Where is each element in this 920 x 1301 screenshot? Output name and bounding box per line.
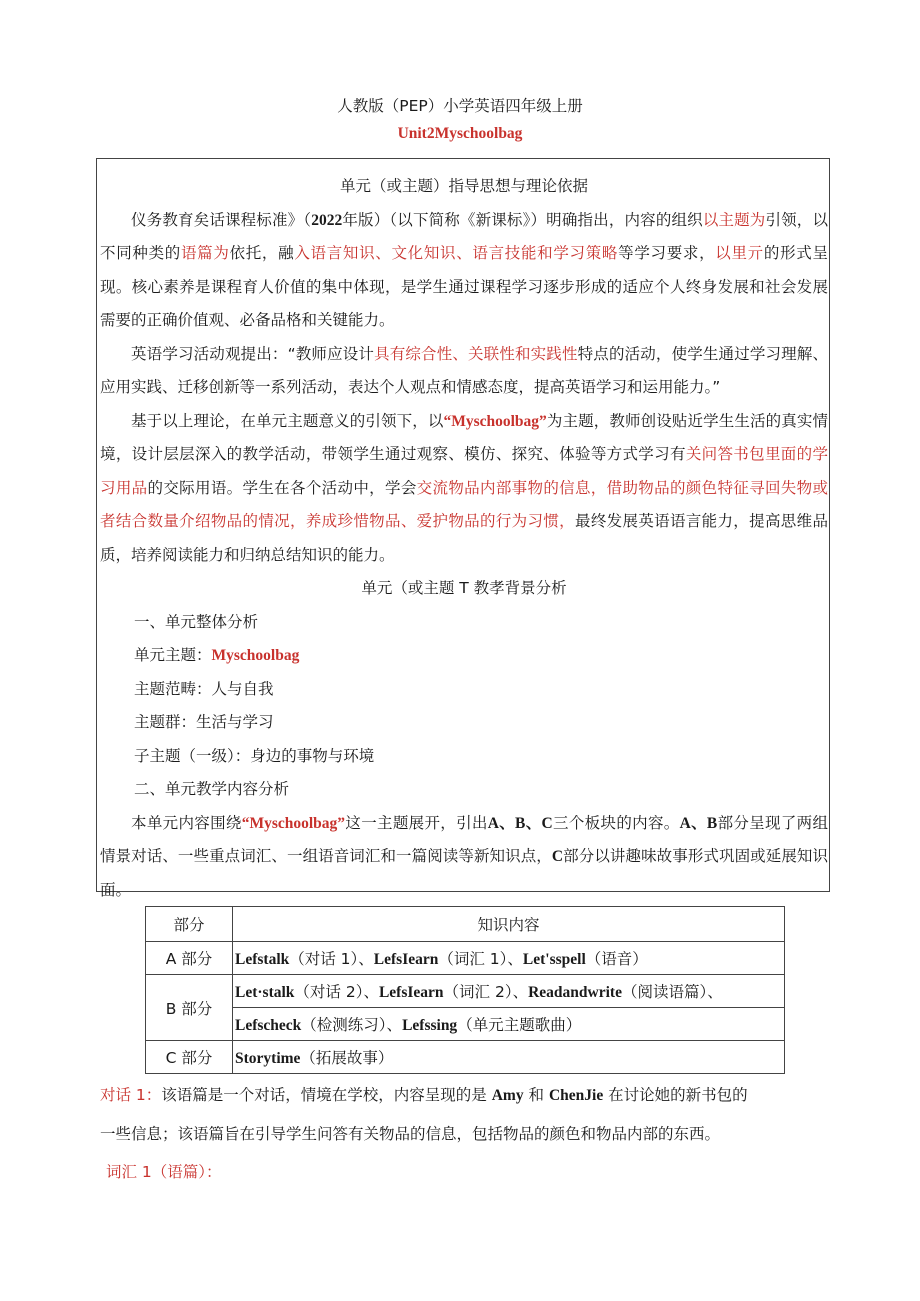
row-content: Lefstalk（对话 1）、LefsIearn（词汇 1）、Let'sspell（语音） <box>233 942 785 975</box>
dialogue-1-line1: 对话 1：该语篇是一个对话，情境在学校，内容呈现的是 Amy 和 ChenJie 在讨论她的新书包的 <box>100 1086 748 1104</box>
main-content <box>100 170 828 907</box>
row-content: Lefscheck（检测练习）、Lefssing（单元主题歌曲） <box>233 1008 785 1041</box>
unit-theme: 单元主题：Myschoolbag <box>134 646 300 664</box>
table-row <box>146 975 785 1008</box>
row-part: A 部分 <box>146 942 233 975</box>
section1-heading: 单元（或主题）指导思想与理论依据 <box>339 177 588 195</box>
dialogue-1-line2: 一些信息；该语篇旨在引导学生问答有关物品的信息，包括物品的颜色和物品内部的东西。 <box>100 1125 721 1143</box>
document-title: 人教版（PEP）小学英语四年级上册 <box>337 97 583 115</box>
paragraph-content-analysis: 本单元内容围绕“Myschoolbag”这一主题展开，引出A、B、C三个板块的内容。A、B部分呈现了两组情景对话、一些重点词汇、一组语音词汇和一篇阅读等新知识点，C部分以讲趣味故事形式巩固或延展知识面。 <box>100 813 828 899</box>
row-content: Let·stalk（对话 2）、LefsIearn（词汇 2）、Readandwrite（阅读语篇）、 <box>233 975 785 1008</box>
content-analysis-heading: 二、单元教学内容分析 <box>134 780 290 798</box>
row-part: C 部分 <box>146 1041 233 1074</box>
knowledge-table <box>145 906 785 1074</box>
theme-group: 主题群：生活与学习 <box>134 713 274 731</box>
dialogue-analysis <box>100 1076 820 1191</box>
row-part: B 部分 <box>146 975 233 1041</box>
vocab-1-label: 词汇 1（语篇）： <box>106 1163 222 1181</box>
paragraph-activity-view: 英语学习活动观提出：“教师应设计具有综合性、关联性和实践性特点的活动，使学生通过学习理解、应用实践、迁移创新等一系列活动，表达个人观点和情感态度，提高英语学习和运用能力。” <box>100 344 828 396</box>
table-header-row <box>146 907 785 942</box>
table-row <box>146 1008 785 1041</box>
table-row <box>146 942 785 975</box>
row-content: Storytime（拓展故事） <box>233 1041 785 1074</box>
paragraph-standards: 仪务教育矣话课程标准》（2022年版）（以下简称《新课标》）明确指出，内容的组织以主题为引领，以不同种类的语篇为依托，融入语言知识、文化知识、语言技能和学习策略等学习要求，以里亓的形式呈现。核心素养是课程育人价值的集中体现，是学生通过课程学习逐步形成的适应个人终身发展和社会发展需要的正确价值观、必备品格和关键能力。 <box>100 210 828 329</box>
paragraph-theory-basis: 基于以上理论，在单元主题意义的引领下，以“Myschoolbag”为主题，教师创设贴近学生生活的真实情境，设计层层深入的教学活动，带领学生通过观察、模仿、探究、体验等方式学习有关问答书包里面的学习用品的交际用语。学生在各个活动中，学会交流物品内部事物的信息，借助物品的颜色特征寻回失物或者结合数量介绍物品的情况，养成珍惜物品、爱护物品的行为习惯，最终发展英语语言能力，提高思维品质，培养阅读能力和归纳总结知识的能力。 <box>100 411 828 564</box>
header-content: 知识内容 <box>233 907 785 942</box>
theme-scope: 主题范畴：人与自我 <box>134 679 274 698</box>
table-row <box>146 1041 785 1074</box>
sub-theme: 子主题（一级）：身边的事物与环境 <box>134 746 375 765</box>
unit-title: Unit2Myschoolbag <box>397 125 523 142</box>
overall-analysis-heading: 一、单元整体分析 <box>134 612 259 631</box>
header-part: 部分 <box>146 907 233 942</box>
section2-heading: 单元（或主题 T 教孝背景分析 <box>361 579 567 597</box>
